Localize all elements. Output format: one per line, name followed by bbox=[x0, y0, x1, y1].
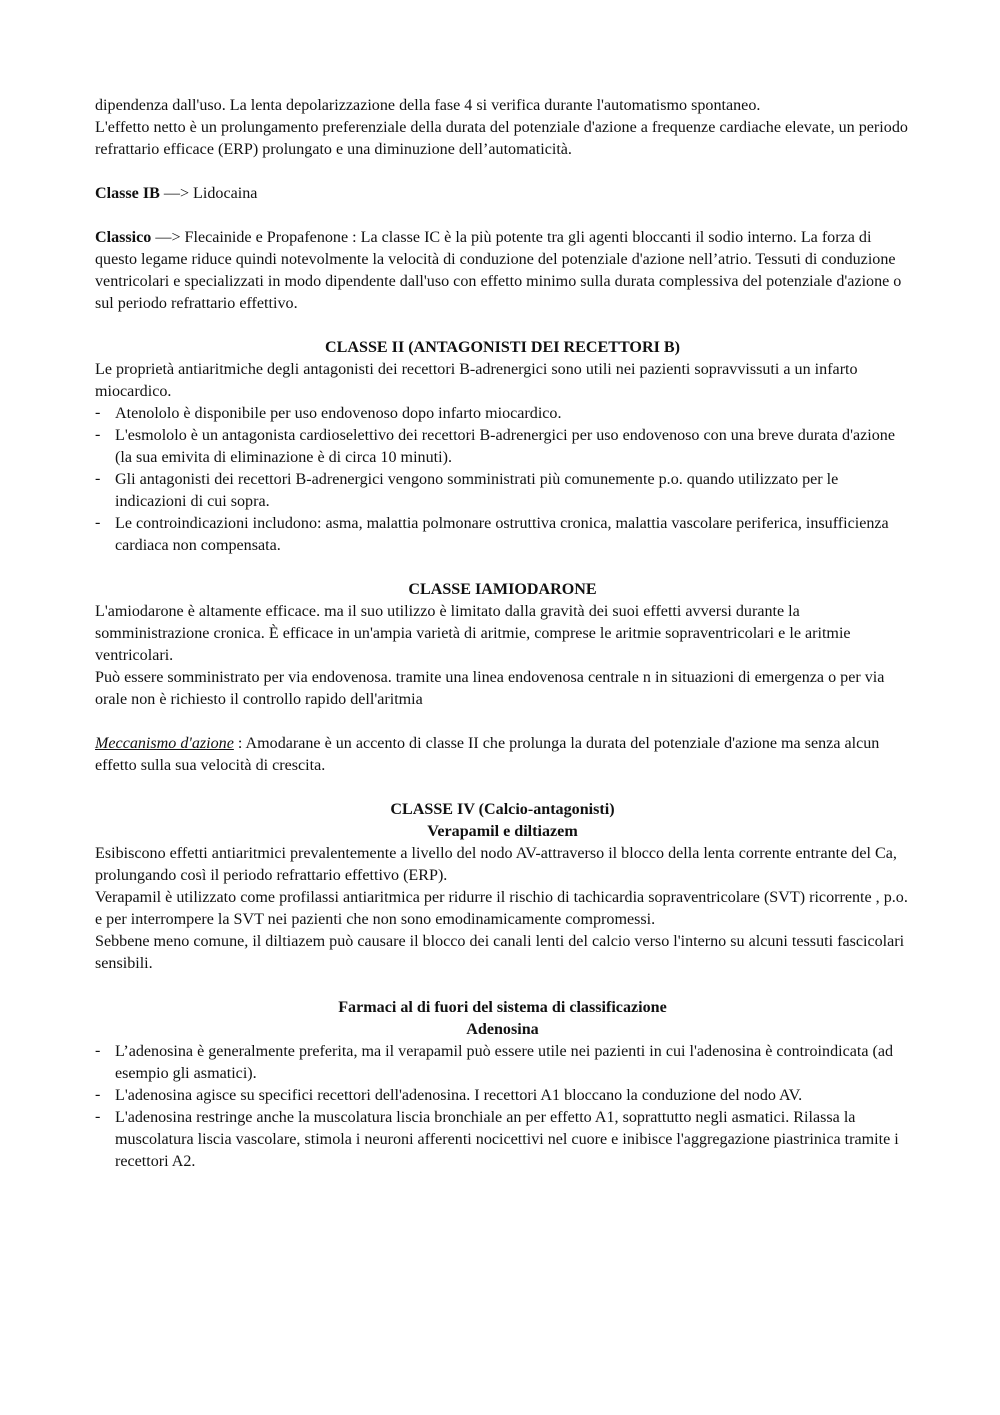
list-item: - L'esmololo è un antagonista cardioselettivo dei recettori B-adrenergici per uso endovenoso con una breve durata d'azione (la sua emivita di eliminazione è di circa 10 minuti). bbox=[95, 425, 910, 469]
mechanism-text: : Amodarane è un accento di classe II che prolunga la durata del potenziale d'azione ma senza alcun effetto sulla sua velocità di crescita. bbox=[95, 735, 880, 774]
mechanism-label: Meccanismo d'azione bbox=[95, 735, 234, 752]
list-item: - L'adenosina agisce su specifici recettori dell'adenosina. I recettori A1 bloccano la conduzione del nodo AV. bbox=[95, 1085, 910, 1107]
adenosina-subheading: Adenosina bbox=[466, 1021, 539, 1038]
classe-iii-para-2: Può essere somministrato per via endovenosa. tramite una linea endovenosa centrale n in situazioni di emergenza o per via orale non è richiesto il controllo rapido dell'aritmia bbox=[95, 669, 885, 708]
intro-line-2: L'effetto netto è un prolungamento preferenziale della durata del potenziale d'azione a frequenze cardiache elevate, un periodo refrattario efficace (ERP) prolungato e una diminuzione dell’automaticità. bbox=[95, 119, 908, 158]
classe-iv-para-3: Sebbene meno comune, il diltiazem può causare il blocco dei canali lenti del calcio verso l'interno su alcuni tessuti fascicolari sensibili. bbox=[95, 933, 905, 972]
classico-paragraph bbox=[95, 227, 910, 315]
adenosina-list bbox=[95, 1041, 910, 1173]
classe-iv-para-2: Verapamil è utilizzato come profilassi antiaritmica per ridurre il rischio di tachicardia sopraventricolare (SVT) ricorrente , p.o. e per interrompere la SVT nei pazienti che non sono emodinamicamente compromessi. bbox=[95, 889, 908, 928]
list-item: - Atenololo è disponibile per uso endovenoso dopo infarto miocardico. bbox=[95, 403, 910, 425]
classico-text: —> Flecainide e Propafenone : La classe IC è la più potente tra gli agenti bloccanti il sodio interno. La forza di questo legame riduce quindi notevolmente la velocità di conduzione del potenziale d'azione nell’atrio. Tessuti di conduzione ventricolari e specializzati in modo dipendente dall'uso con effetto minimo sulla durata complessiva del potenziale d'azione o sul periodo refrattario effettivo. bbox=[95, 229, 902, 312]
list-item: - L'adenosina restringe anche la muscolatura liscia bronchiale an per effetto A1, soprattutto negli asmatici. Rilassa la muscolatura liscia vascolare, stimola i neuroni afferenti nocicettivi nel cuore e inibisce l'aggregazione piastrinica tramite i recettori A2. bbox=[95, 1107, 910, 1173]
mechanism-paragraph bbox=[95, 733, 910, 777]
classe-iv-heading: CLASSE IV (Calcio-antagonisti) bbox=[390, 801, 615, 818]
intro-line-1: dipendenza dall'uso. La lenta depolarizzazione della fase 4 si verifica durante l'automatismo spontaneo. bbox=[95, 97, 761, 114]
classe-iii-para-1: L'amiodarone è altamente efficace. ma il suo utilizzo è limitato dalla gravità dei suoi effetti avversi durante la somministrazione cronica. È efficace in un'ampia varietà di aritmie, comprese le aritmie sopraventricolari e le aritmie ventricolari. bbox=[95, 603, 851, 664]
classe-iv-subheading: Verapamil e diltiazem bbox=[427, 823, 578, 840]
classe-ib-label: Classe IB bbox=[95, 185, 160, 202]
document-page bbox=[95, 95, 910, 1173]
classe-ii-list bbox=[95, 403, 910, 557]
list-item: - Gli antagonisti dei recettori B-adrenergici vengono somministrati più comunemente p.o. quando utilizzato per le indicazioni di cui sopra. bbox=[95, 469, 910, 513]
classe-iv-para-1: Esibiscono effetti antiaritmici prevalentemente a livello del nodo AV-attraverso il blocco della lenta corrente entrante del Ca, prolungando così il periodo refrattario effettivo (ERP). bbox=[95, 845, 897, 884]
farmaci-heading: Farmaci al di fuori del sistema di classificazione bbox=[338, 999, 667, 1016]
list-item: - L’adenosina è generalmente preferita, ma il verapamil può essere utile nei pazienti in cui l'adenosina è controindicata (ad esempio gli asmatici). bbox=[95, 1041, 910, 1085]
classe-ib-text: —> Lidocaina bbox=[159, 185, 258, 202]
classe-iii-heading: CLASSE IAMIODARONE bbox=[408, 581, 597, 598]
classe-ii-intro: Le proprietà antiaritmiche degli antagonisti dei recettori B-adrenergici sono utili nei pazienti sopravvissuti a un infarto miocardico. bbox=[95, 361, 858, 400]
classe-ib-paragraph bbox=[95, 183, 910, 205]
classico-label: Classico bbox=[95, 229, 152, 246]
classe-ii-heading: CLASSE II (ANTAGONISTI DEI RECETTORI B) bbox=[325, 339, 680, 356]
list-item: - Le controindicazioni includono: asma, malattia polmonare ostruttiva cronica, malattia vascolare periferica, insufficienza cardiaca non compensata. bbox=[95, 513, 910, 557]
